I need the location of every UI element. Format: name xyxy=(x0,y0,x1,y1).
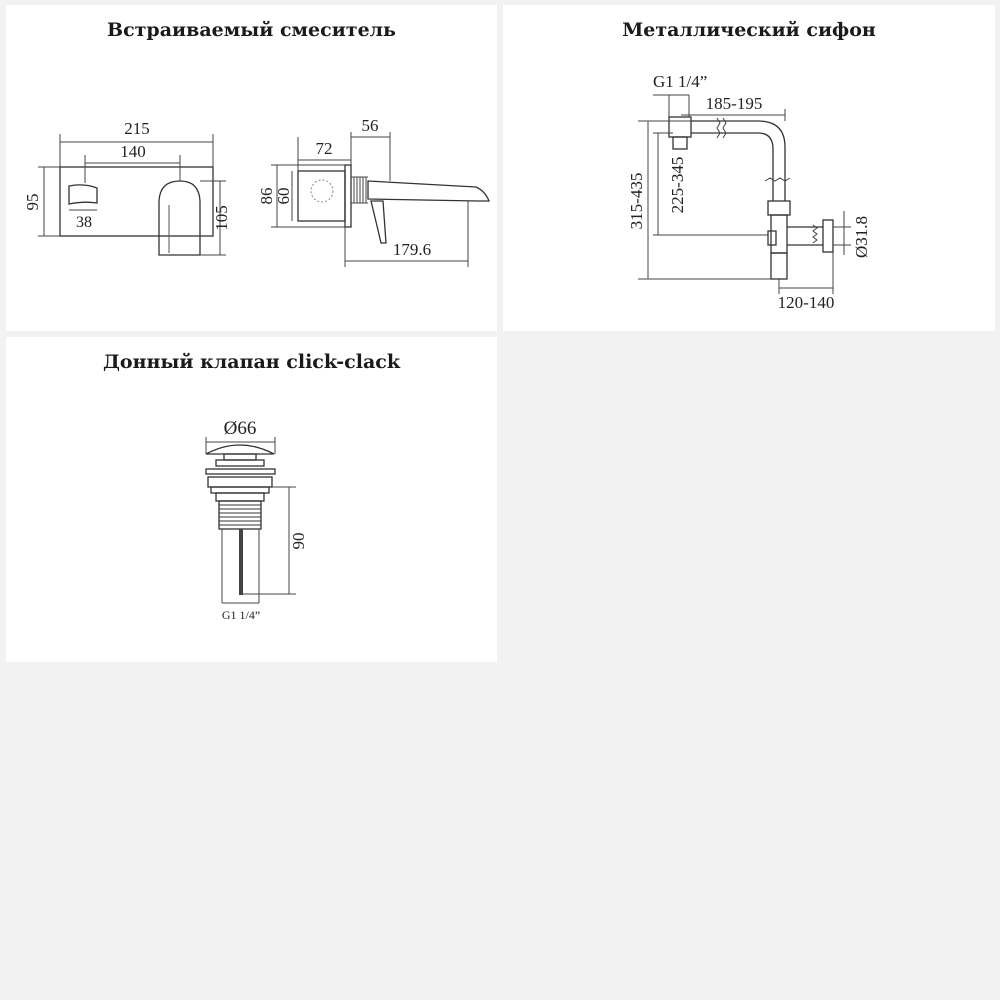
mixer-lever-side xyxy=(371,201,386,243)
dim-d31-8: Ø31.8 xyxy=(852,215,871,259)
valve-drawing xyxy=(6,337,497,662)
dim-185-195: 185-195 xyxy=(705,94,763,113)
dim-105: 105 xyxy=(212,205,231,231)
dim-90: 90 xyxy=(289,532,308,550)
mixer-card xyxy=(6,5,497,331)
dim-38: 38 xyxy=(76,214,92,231)
dim-225-345: 225-345 xyxy=(668,156,687,214)
mixer-body xyxy=(298,171,345,221)
dim-140: 140 xyxy=(120,142,146,161)
mixer-spout-side xyxy=(368,181,489,201)
dim-d66: Ø66 xyxy=(223,418,257,439)
valve-stem xyxy=(239,529,243,595)
valve-card xyxy=(6,337,497,662)
mixer-spout xyxy=(159,181,200,255)
dim-179-6: 179.6 xyxy=(392,240,432,259)
dim-60: 60 xyxy=(274,187,293,205)
mixer-drawing xyxy=(6,5,497,331)
valve-thread-label: G1 1/4” xyxy=(221,608,261,622)
dim-86: 86 xyxy=(257,187,276,205)
dim-95: 95 xyxy=(23,193,42,211)
siphon-title: Металлический сифон xyxy=(622,19,876,41)
valve-cap xyxy=(206,445,274,454)
siphon-card xyxy=(503,5,995,331)
siphon-thread-label: G1 1/4” xyxy=(653,72,708,91)
mixer-handle xyxy=(69,185,97,204)
dim-72: 72 xyxy=(315,139,333,158)
dim-120-140: 120-140 xyxy=(777,293,835,312)
siphon-drawing xyxy=(503,5,995,331)
siphon-bottle xyxy=(771,253,787,279)
valve-title: Донный клапан click-clack xyxy=(103,351,400,373)
mixer-title: Встраиваемый смеситель xyxy=(107,19,396,41)
dim-56: 56 xyxy=(361,116,379,135)
dim-215: 215 xyxy=(124,119,150,138)
dim-315-435: 315-435 xyxy=(627,172,646,230)
